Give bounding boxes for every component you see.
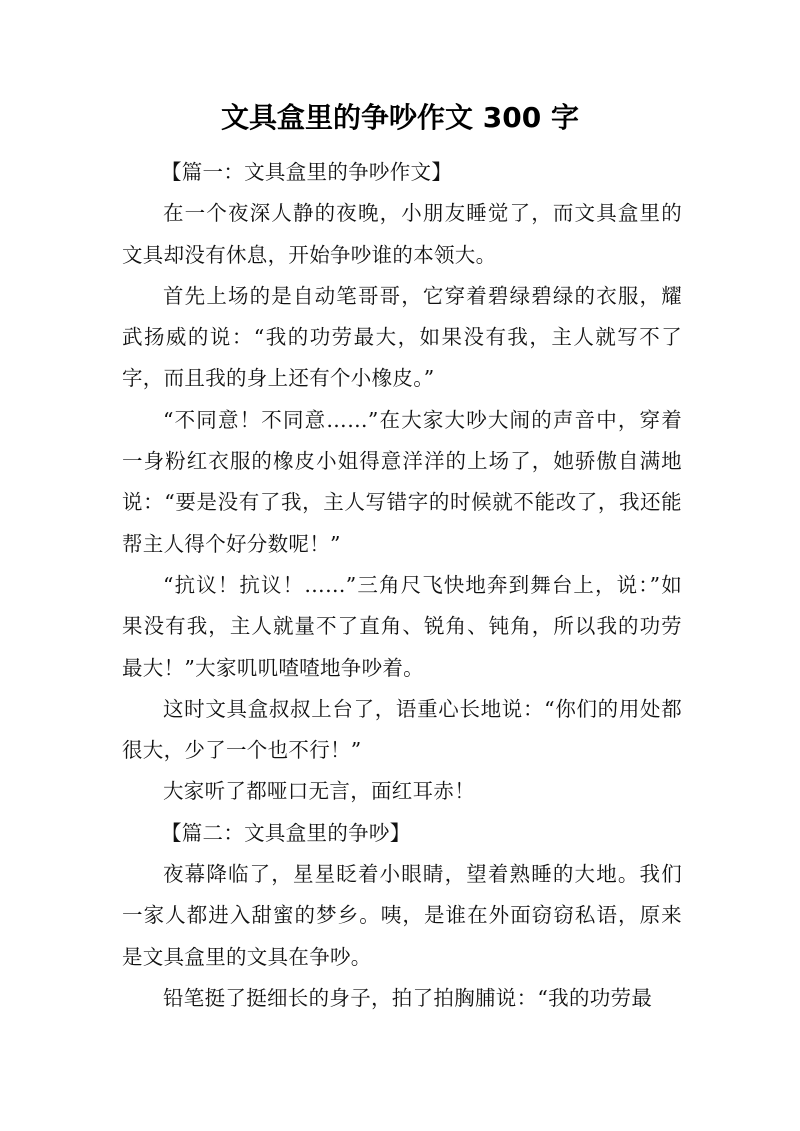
paragraph: 大家听了都哑口无言，面红耳赤！ bbox=[163, 779, 475, 804]
paragraph: 铅笔挺了挺细长的身子，拍了拍胸脯说：“我的功劳最 bbox=[163, 985, 653, 1010]
paragraph: 夜幕降临了，星星眨着小眼睛，望着熟睡的大地。我们一家人都进入甜蜜的梦乡。咦，是谁在外面窃窃私语，原来是文具盒里的文具在争吵。 bbox=[122, 862, 682, 969]
section-heading-2: 【篇二：文具盒里的争吵】 bbox=[160, 820, 411, 845]
document-body bbox=[122, 152, 682, 1019]
paragraph: 在一个夜深人静的夜晚，小朋友睡觉了，而文具盒里的文具却没有休息，开始争吵谁的本领大。 bbox=[122, 201, 682, 267]
section-heading-1: 【篇一：文具盒里的争吵作文】 bbox=[160, 160, 453, 184]
document-title: 文具盒里的争吵作文 300 字 bbox=[221, 101, 579, 134]
paragraph: “抗议！抗议！……”三角尺飞快地奔到舞台上，说：”如果没有我，主人就量不了直角、锐角、钝角，所以我的功劳最大！”大家叽叽喳喳地争吵着。 bbox=[122, 572, 682, 680]
paragraph: 首先上场的是自动笔哥哥，它穿着碧绿碧绿的衣服，耀武扬威的说：“我的功劳最大，如果没有我，主人就写不了字，而且我的身上还有个小橡皮。” bbox=[122, 283, 682, 391]
paragraph: “不同意！不同意……”在大家大吵大闹的声音中，穿着一身粉红衣服的橡皮小姐得意洋洋的上场了，她骄傲自满地说：“要是没有了我，主人写错字的时候就不能改了，我还能帮主人得个好分数呢！” bbox=[122, 407, 682, 556]
paragraph: 这时文具盒叔叔上台了，语重心长地说：“你们的用处都很大，少了一个也不行！” bbox=[122, 696, 682, 763]
